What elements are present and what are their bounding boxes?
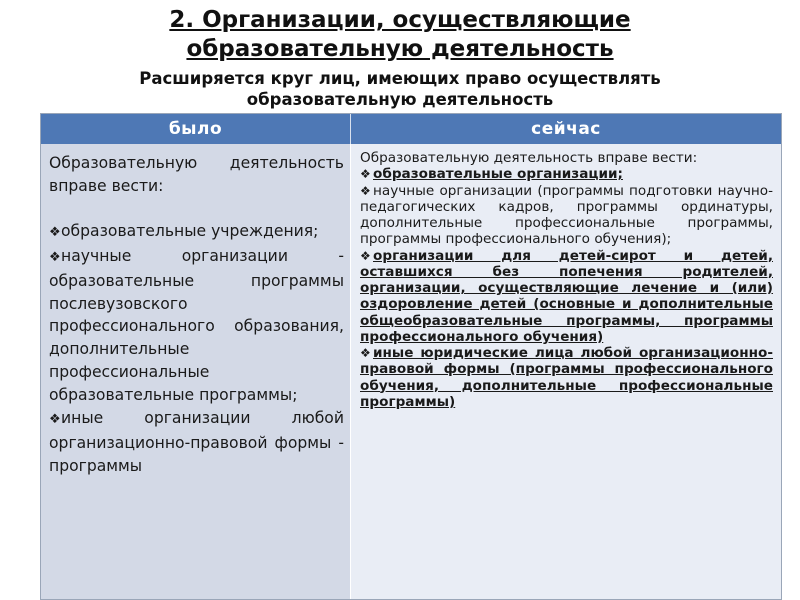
slide-subtitle-line-2: образовательную деятельность bbox=[246, 90, 554, 109]
diamond-bullet-icon: ❖ bbox=[49, 249, 61, 265]
before-item-3-text: иные организации любой организационно-правовой формы - программы bbox=[49, 409, 344, 475]
now-item-1 bbox=[360, 166, 773, 182]
table-body-row bbox=[41, 144, 781, 600]
diamond-bullet-icon: ❖ bbox=[49, 224, 61, 240]
diamond-bullet-icon: ❖ bbox=[360, 183, 371, 198]
header-now: сейчас bbox=[531, 119, 601, 139]
now-item-2 bbox=[360, 183, 773, 248]
now-item-2-text: научные организации (программы подготовки научно-педагогических кадров, программы ординатуры, дополнительные профессиональные программы, программы профессионального обучения); bbox=[360, 182, 773, 248]
slide-title bbox=[0, 6, 800, 64]
header-before: было bbox=[41, 114, 351, 144]
slide-subtitle-line-1: Расширяется круг лиц, имеющих право осуществлять bbox=[139, 69, 661, 88]
before-item-3 bbox=[49, 407, 344, 478]
now-intro: Образовательную деятельность вправе вести: bbox=[360, 150, 698, 166]
before-item-1-text: образовательные учреждения; bbox=[61, 221, 319, 240]
before-intro: Образовательную деятельность вправе вести: bbox=[49, 154, 344, 195]
cell-before bbox=[41, 144, 351, 600]
before-item-2-text: научные организации - образовательные программы послевузовского профессионального образования, дополнительные профессиональные образовательные программы; bbox=[49, 246, 344, 405]
slide-subtitle bbox=[0, 68, 800, 110]
slide-title-line-1: 2. Организации, осуществляющие bbox=[169, 7, 631, 33]
before-item-1 bbox=[49, 220, 344, 245]
now-item-1-text: образовательные организации; bbox=[373, 166, 623, 183]
comparison-table bbox=[40, 113, 782, 600]
diamond-bullet-icon: ❖ bbox=[360, 167, 371, 182]
now-item-4 bbox=[360, 345, 773, 410]
now-item-3 bbox=[360, 248, 773, 346]
slide-title-line-2: образовательную деятельность bbox=[186, 36, 614, 62]
diamond-bullet-icon: ❖ bbox=[360, 248, 371, 263]
diamond-bullet-icon: ❖ bbox=[49, 412, 61, 428]
before-item-2 bbox=[49, 245, 344, 407]
now-item-4-text: иные юридические лица любой организационно-правовой формы (программы профессионального обучения, дополнительные профессиональные программы) bbox=[360, 345, 773, 410]
cell-now bbox=[351, 144, 781, 600]
now-item-3-text: организации для детей-сирот и детей, оставшихся без попечения родителей, организации, осуществляющие лечение и (или) оздоровление детей (основные и дополнительные общеобразовательные программы, программы профессионального обучения) bbox=[360, 247, 773, 345]
table-header-row bbox=[41, 114, 781, 144]
diamond-bullet-icon: ❖ bbox=[360, 346, 371, 360]
spacer bbox=[49, 198, 344, 220]
